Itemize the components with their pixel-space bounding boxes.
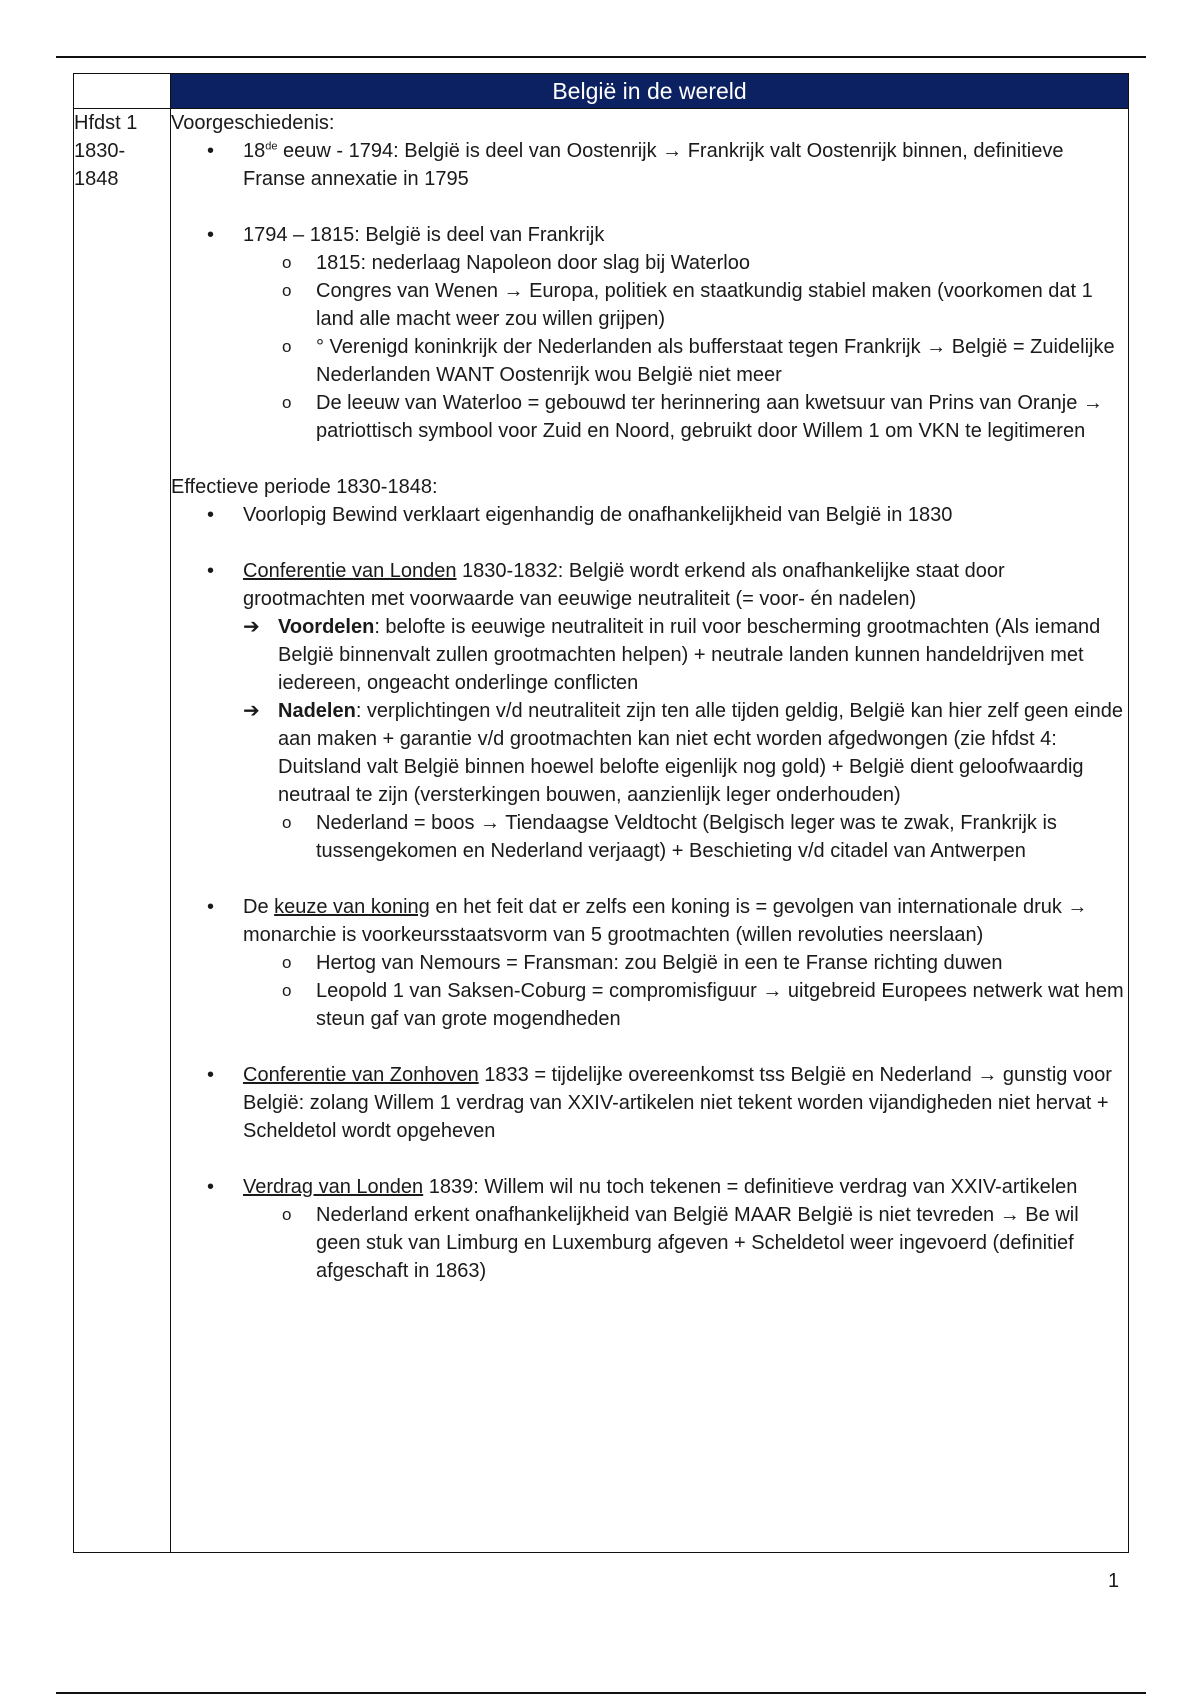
sub-item: o Congres van Wenen → Europa, politiek en staatkundig stabiel maken (voorkomen dat 1 land alle macht weer zou willen grijpen) bbox=[171, 277, 1128, 333]
list-item: • De keuze van koning en het feit dat er zelfs een koning is = gevolgen van internationale druk → monarchie is voorkeursstaatsvorm van 5 grootmachten (willen revoluties neerslaan) bbox=[171, 893, 1128, 949]
bullet-circle: o bbox=[282, 981, 292, 1000]
bullet-dot: • bbox=[207, 560, 215, 582]
page-number: 1 bbox=[1108, 1570, 1120, 1592]
bullet-dot: • bbox=[207, 504, 215, 526]
sub-item: o Hertog van Nemours = Fransman: zou België in een te Franse richting duwen bbox=[171, 949, 1128, 977]
bullet-dot: • bbox=[207, 224, 215, 246]
bullet-circle: o bbox=[282, 337, 292, 356]
arrow-item-nadelen: ➔ Nadelen: verplichtingen v/d neutraliteit zijn ten alle tijden geldig, België kan hier zelf geen einde aan maken + garantie v/d grootmachten kan niet echt worden afgedwongen (zie hfdst 4: Duitsland valt België binnen hoewel belofte eigenlijk nog gold) + België dient geloofwaardig neutraal te zijn (versterkingen bouwen, aanzienlijk leger onderhouden) bbox=[171, 697, 1128, 809]
sub-item: o Leopold 1 van Saksen-Coburg = compromisfiguur → uitgebreid Europees netwerk wat hem steun gaf van grote mogendheden bbox=[171, 977, 1128, 1033]
bullet-dot: • bbox=[207, 140, 215, 162]
chapter-years-start: 1830- bbox=[74, 140, 126, 162]
bullet-circle: o bbox=[282, 1205, 292, 1224]
bullet-dot: • bbox=[207, 1176, 215, 1198]
chapter-label: Hfdst 1 bbox=[74, 112, 138, 134]
list-item: • Conferentie van Londen 1830-1832: België wordt erkend als onafhankelijke staat door grootmachten met voorwaarde van eeuwige neutraliteit (= voor- én nadelen) bbox=[171, 557, 1128, 613]
corner-cell bbox=[74, 74, 171, 109]
arrow-item-voordelen: ➔ Voordelen: belofte is eeuwige neutraliteit in ruil voor bescherming grootmachten (Als iemand België binnenvalt zullen grootmachten helpen) + neutrale landen kunnen handeldrijven met iedereen, ongeacht onderlinge conflicten bbox=[171, 613, 1128, 697]
sub-item: o Nederland = boos → Tiendaagse Veldtocht (Belgisch leger was te zwak, Frankrijk is tussengekomen en Nederland verjaagt) + Beschieting v/d citadel van Antwerpen bbox=[171, 809, 1128, 865]
sub-item: o ° Verenigd koninkrijk der Nederlanden als bufferstaat tegen Frankrijk → België = Zuidelijke Nederlanden WANT Oostenrijk wou België niet meer bbox=[171, 333, 1128, 389]
list-item: • Verdrag van Londen 1839: Willem wil nu toch tekenen = definitieve verdrag van XXIV-artikelen bbox=[171, 1173, 1128, 1201]
sub-item: o Nederland erkent onafhankelijkheid van België MAAR België is niet tevreden → Be wil geen stuk van Limburg en Luxemburg afgeven + Scheldetol weer ingevoerd (definitief afgeschaft in 1863) bbox=[171, 1201, 1128, 1285]
bullet-circle: o bbox=[282, 281, 292, 300]
chapter-cell bbox=[74, 109, 171, 1553]
section-heading: Effectieve periode 1830-1848: bbox=[171, 476, 438, 498]
footer-rule bbox=[56, 1692, 1146, 1694]
bullet-dot: • bbox=[207, 1064, 215, 1086]
arrow-icon: ➔ bbox=[243, 616, 260, 638]
list-item: • Conferentie van Zonhoven 1833 = tijdelijke overeenkomst tss België en Nederland → gunstig voor België: zolang Willem 1 verdrag van XXIV-artikelen niet tekent worden vijandigheden niet hervat + Scheldetol wordt opgeheven bbox=[171, 1061, 1128, 1145]
bullet-circle: o bbox=[282, 813, 292, 832]
bullet-circle: o bbox=[282, 393, 292, 412]
bullet-circle: o bbox=[282, 253, 292, 272]
list-item: • 18de eeuw - 1794: België is deel van Oostenrijk → Frankrijk valt Oostenrijk binnen, definitieve Franse annexatie in 1795 bbox=[171, 137, 1128, 193]
page-title: België in de wereld bbox=[171, 74, 1129, 109]
content-cell bbox=[171, 109, 1129, 1553]
sub-item: o De leeuw van Waterloo = gebouwd ter herinnering aan kwetsuur van Prins van Oranje → patriottisch symbool voor Zuid en Noord, gebruikt door Willem 1 om VKN te legitimeren bbox=[171, 389, 1128, 445]
section-heading: Voorgeschiedenis: bbox=[171, 112, 335, 134]
bullet-circle: o bbox=[282, 953, 292, 972]
chapter-years-end: 1848 bbox=[74, 168, 119, 190]
header-rule bbox=[56, 56, 1146, 58]
list-item: • Voorlopig Bewind verklaart eigenhandig de onafhankelijkheid van België in 1830 bbox=[171, 501, 1128, 529]
arrow-icon: ➔ bbox=[243, 700, 260, 722]
bullet-dot: • bbox=[207, 896, 215, 918]
sub-item: o 1815: nederlaag Napoleon door slag bij Waterloo bbox=[171, 249, 1128, 277]
notes-table bbox=[73, 73, 1129, 1553]
list-item: • 1794 – 1815: België is deel van Frankrijk bbox=[171, 221, 1128, 249]
